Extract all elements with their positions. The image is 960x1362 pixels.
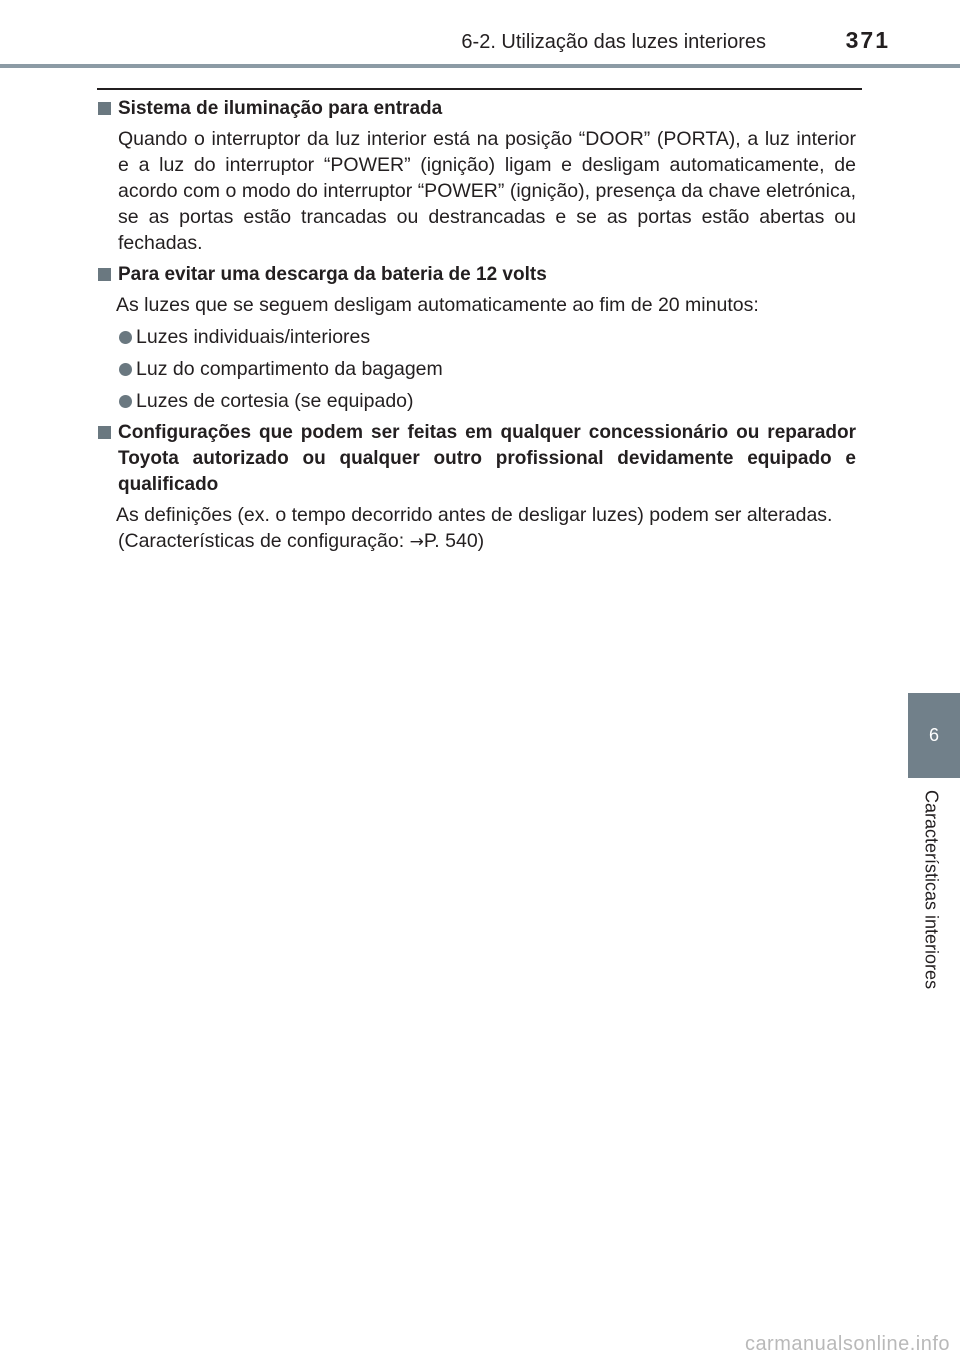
- round-bullet-icon: [119, 363, 132, 376]
- section-heading: [98, 262, 856, 288]
- square-bullet-icon: [98, 268, 111, 281]
- round-bullet-icon: [119, 395, 132, 408]
- section-heading: [98, 96, 856, 122]
- list-item: [119, 356, 856, 382]
- chapter-tab[interactable]: [908, 693, 960, 778]
- page-header: [0, 0, 960, 70]
- section-heading: [98, 420, 856, 498]
- list-item-text: Luz do compartimento da bagagem: [136, 358, 443, 380]
- list-item-text: Luzes individuais/interiores: [136, 326, 371, 348]
- list-item: [119, 324, 856, 350]
- site-watermark: carmanualsonline.info: [744, 1333, 950, 1355]
- page-reference[interactable]: [118, 528, 856, 555]
- reference-prefix: (Características de configuração:: [118, 530, 410, 552]
- square-bullet-icon: [98, 426, 111, 439]
- section-body: As luzes que se seguem desligam automaticamente ao fim de 20 minutos:: [116, 294, 759, 316]
- chapter-label: [911, 790, 951, 1030]
- section-title: 6-2. Utilização das luzes interiores: [461, 31, 766, 53]
- round-bullet-icon: [119, 331, 132, 344]
- chapter-title: Características interiores: [921, 790, 942, 990]
- arrow-right-icon: →: [409, 532, 424, 552]
- section-battery-saver: [98, 262, 856, 414]
- section-body: As definições (ex. o tempo decorrido antes de desligar luzes) podem ser alteradas.: [116, 504, 833, 526]
- page-content: [98, 96, 856, 561]
- list-item-text: Luzes de cortesia (se equipado): [136, 390, 414, 412]
- section-body: Quando o interruptor da luz interior está na posição “DOOR” (PORTA), a luz interior e a luz do interruptor “POWER” (ignição) ligam e desligam automaticamente, de acordo com o modo do interruptor “POWER” (ignição), presença da chave eletrónica, se as portas estão trancadas ou destrancadas e se as portas estão abertas ou fechadas.: [118, 128, 856, 254]
- square-bullet-icon: [98, 102, 111, 115]
- section-entry-lighting: [98, 96, 856, 256]
- section-customization: [98, 420, 856, 555]
- chapter-number: 6: [928, 725, 939, 745]
- section-heading-text: Para evitar uma descarga da bateria de 12 volts: [118, 264, 547, 285]
- reference-target[interactable]: P. 540): [423, 530, 485, 552]
- list-item: [119, 388, 856, 414]
- content-top-rule: [97, 88, 862, 90]
- page-number: 371: [845, 27, 890, 53]
- section-heading-text: Configurações que podem ser feitas em qualquer concessionário ou reparador Toyota autorizado ou qualquer outro profissional devidamente equipado e qualificado: [118, 422, 856, 495]
- section-heading-text: Sistema de iluminação para entrada: [118, 98, 443, 119]
- header-rule: [0, 64, 960, 68]
